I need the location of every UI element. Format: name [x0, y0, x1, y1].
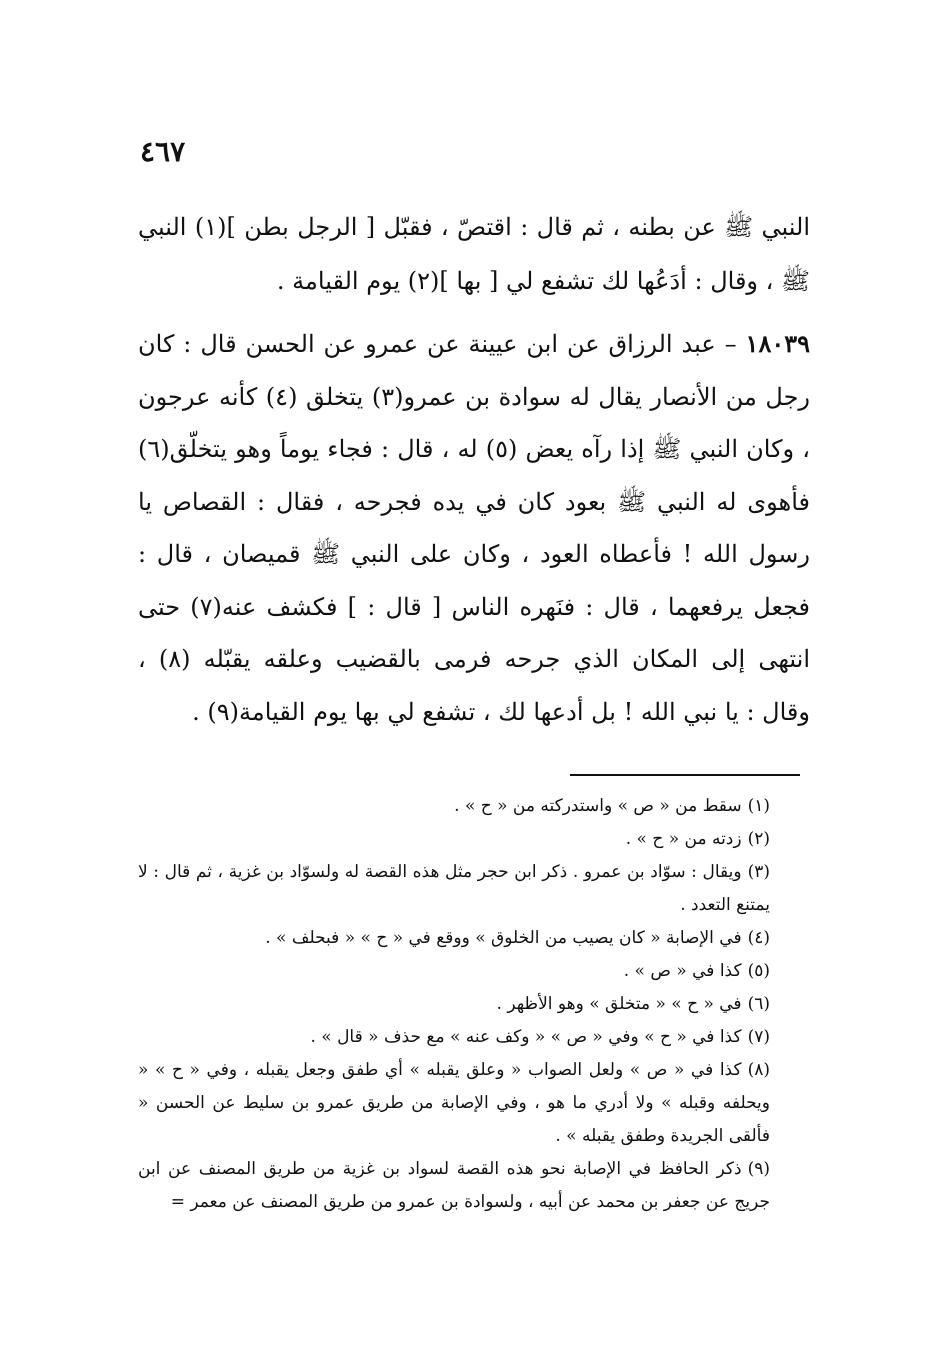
footnote-number: (٨): [747, 1060, 770, 1080]
hadith-text: – عبد الرزاق عن ابن عيينة عن عمرو عن الحسن قال : كان رجل من الأنصار يقال له سوادة بن عمرو(٣) يتخلق (٤) كأنه عرجون ، وكان النبي ﷺ إذا رآه يعض (٥) له ، قال : فجاء يوماً وهو يتخلّق(٦) فأهوى له النبي ﷺ بعود كان في يده فجرحه ، فقال : القصاص يا رسول الله ! فأعطاه العود ، وكان على النبي ﷺ قميصان ، قال : فجعل يرفعهما ، قال : فنَهره الناس [ قال : ] فكشف عنه(٧) حتى انتهى إلى المكان الذي جرحه فرمى بالقضيب وعلقه يقبّله (٨) ، وقال : يا نبي الله ! بل أدعها لك ، تشفع لي بها يوم القيامة(٩) .: [138, 330, 811, 726]
page-number: ٤٦٧: [140, 135, 186, 168]
footnote-number: (٧): [747, 1027, 770, 1047]
footnote-8: [138, 1054, 810, 1153]
footnote-text: سقط من « ص » واستدركته من « ح » .: [454, 796, 742, 816]
footnote-text: في الإصابة « كان يصيب من الخلوق » ووقع في « ح » « فبحلف » .: [265, 928, 742, 948]
footnote-text: ويقال : سوّاد بن عمرو . ذكر ابن حجر مثل هذه القصة له ولسوّاد بن غزية ، ثم قال : لا يمتنع التعدد .: [138, 862, 770, 915]
footnote-text: زدته من « ح » .: [625, 829, 742, 849]
footnote-separator: [570, 774, 800, 776]
footnote-text: كذا في « ص » ولعل الصواب « وعلق يقبله » أي طفق وجعل يقبله ، وفي « ح » « ويحلفه وقبله » ولا أدري ما هو ، وفي الإصابة من طريق عمرو بن سليط عن الحسن « فألقى الجريدة وطفق يقبله » .: [138, 1060, 770, 1146]
footnote-number: (٩): [747, 1159, 770, 1179]
footnote-9: [138, 1153, 810, 1219]
footnote-text: ذكر الحافظ في الإصابة نحو هذه القصة لسواد بن غزية من طريق المصنف عن ابن جريج عن جعفر بن محمد عن أبيه ، ولسوادة بن عمرو من طريق المصنف عن معمر =: [138, 1159, 770, 1212]
footnote-number: (١): [747, 796, 770, 816]
footnote-number: (٥): [747, 961, 770, 981]
footnote-4: [138, 922, 810, 955]
footnote-2: [138, 823, 810, 856]
footnote-number: (٦): [747, 994, 770, 1014]
footnote-text: كذا في « ص » .: [623, 961, 742, 981]
footnotes: [138, 790, 810, 1219]
hadith-paragraph: [138, 318, 810, 738]
footnote-number: (٣): [747, 862, 770, 882]
footnote-number: (٤): [747, 928, 770, 948]
footnote-text: في « ح » « متخلق » وهو الأظهر .: [496, 994, 742, 1014]
footnote-1: [138, 790, 810, 823]
continuation-paragraph: النبي ﷺ عن بطنه ، ثم قال : اقتصّ ، فقبّل [ الرجل بطن ](١) النبي ﷺ ، وقال : أدَعُها لك تشفع لي [ بها ](٢) يوم القيامة .: [138, 213, 810, 295]
hadith-number: ١٨٠٣٩: [745, 329, 810, 358]
footnote-number: (٢): [747, 829, 770, 849]
footnote-5: [138, 955, 810, 988]
footnote-6: [138, 988, 810, 1021]
footnote-text: كذا في « ح » وفي « ص » « وكف عنه » مع حذف « قال » .: [310, 1027, 742, 1047]
footnote-3: [138, 856, 810, 922]
hadith-start: [138, 330, 810, 726]
footnote-7: [138, 1021, 810, 1054]
